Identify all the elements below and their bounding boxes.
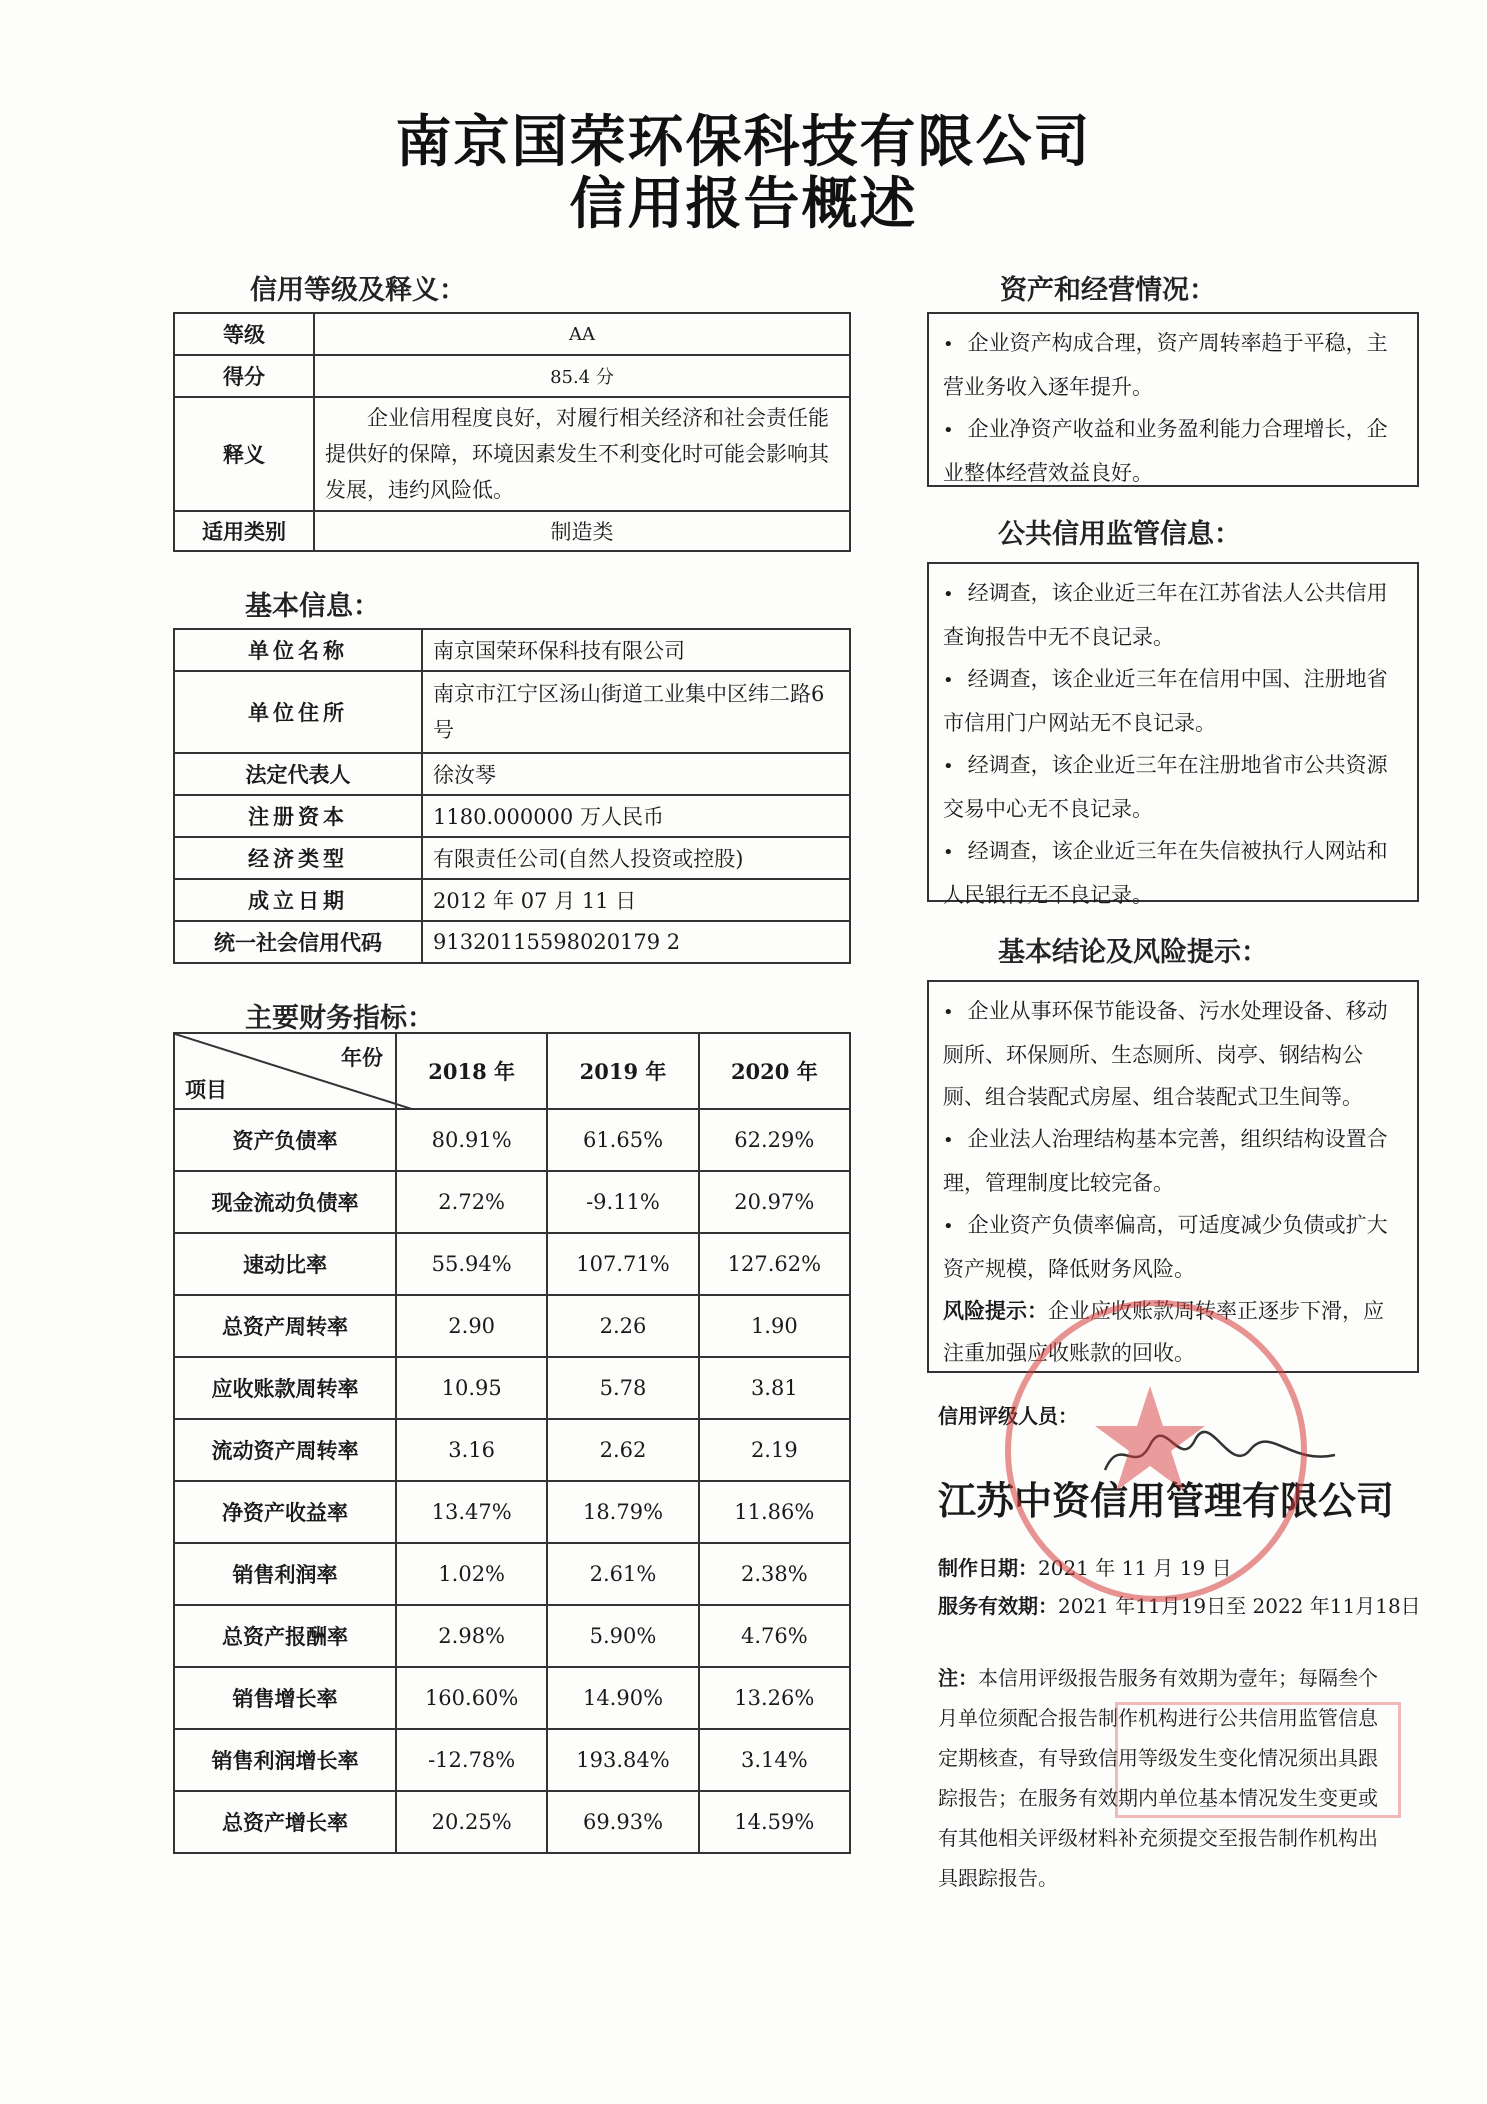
finance-value-2018: 2.90	[396, 1295, 547, 1357]
basic-label-type: 经济类型	[174, 837, 422, 879]
finance-value-2019: -9.11%	[547, 1171, 698, 1233]
finance-value-2020: 3.14%	[699, 1729, 850, 1791]
finance-value-2019: 2.26	[547, 1295, 698, 1357]
finance-row-name: 销售利润增长率	[174, 1729, 396, 1791]
finance-value-2020: 2.38%	[699, 1543, 850, 1605]
note-text: 本信用评级报告服务有效期为壹年；每隔叁个月单位须配合报告制作机构进行公共信用监管信息定期核查，有导致信用等级发生变化情况须出具跟踪报告；在服务有效期内单位基本情况发生变更或有其他相关评级材料补充须提交至报告制作机构出具跟踪报告。	[938, 1666, 1378, 1890]
year-header-2018: 2018 年	[396, 1033, 547, 1109]
finance-row-name: 现金流动负债率	[174, 1171, 396, 1233]
risk-label: 风险提示：	[943, 1298, 1048, 1323]
finance-value-2019: 14.90%	[547, 1667, 698, 1729]
assets-box	[927, 312, 1419, 487]
finance-value-2020: 11.86%	[699, 1481, 850, 1543]
finance-row-name: 应收账款周转率	[174, 1357, 396, 1419]
finance-value-2020: 62.29%	[699, 1109, 850, 1171]
finance-row-name: 总资产增长率	[174, 1791, 396, 1853]
finance-value-2019: 107.71%	[547, 1233, 698, 1295]
basic-value-type: 有限责任公司(自然人投资或控股)	[422, 837, 850, 879]
finance-value-2019: 61.65%	[547, 1109, 698, 1171]
category-label: 适用类别	[174, 511, 314, 551]
seal-star-icon	[1011, 1306, 1289, 1584]
finance-value-2020: 20.97%	[699, 1171, 850, 1233]
finance-value-2018: 160.60%	[396, 1667, 547, 1729]
finance-row-name: 流动资产周转率	[174, 1419, 396, 1481]
desc-label: 释义	[174, 397, 314, 511]
finance-value-2018: 2.98%	[396, 1605, 547, 1667]
public-box	[927, 562, 1419, 907]
report-title-company: 南京国荣环保科技有限公司	[395, 110, 1092, 175]
rating-table	[173, 312, 851, 552]
assets-item: • 企业资产构成合理，资产周转率趋于平稳，主营业务收入逐年提升。	[943, 322, 1403, 408]
finance-row	[174, 1357, 850, 1419]
finance-row	[174, 1791, 850, 1853]
finance-corner-cell	[174, 1033, 396, 1109]
basic-value-code: 91320115598020179 2	[422, 921, 850, 963]
corner-year-label: 年份	[341, 1046, 383, 1070]
finance-value-2018: 10.95	[396, 1357, 547, 1419]
corner-item-label: 项目	[185, 1078, 227, 1102]
basic-label-name: 单位名称	[174, 629, 422, 671]
finance-value-2019: 193.84%	[547, 1729, 698, 1791]
basic-value-capital: 1180.000000 万人民币	[422, 795, 850, 837]
section-finance-title: 主要财务指标：	[245, 1003, 434, 1034]
section-rating-title: 信用等级及释义：	[250, 275, 466, 306]
finance-row-name: 总资产报酬率	[174, 1605, 396, 1667]
date-label: 制作日期：	[938, 1556, 1038, 1580]
finance-row	[174, 1729, 850, 1791]
basic-label-rep: 法定代表人	[174, 753, 422, 795]
finance-row-name: 总资产周转率	[174, 1295, 396, 1357]
basic-label-code: 统一社会信用代码	[174, 921, 422, 963]
finance-value-2018: 13.47%	[396, 1481, 547, 1543]
finance-row-name: 销售利润率	[174, 1543, 396, 1605]
finance-value-2019: 2.62	[547, 1419, 698, 1481]
valid-value: 2021 年11月19日至 2022 年11月18日	[1058, 1594, 1421, 1618]
public-item: • 经调查，该企业近三年在江苏省法人公共信用查询报告中无不良记录。	[943, 572, 1403, 658]
finance-value-2019: 2.61%	[547, 1543, 698, 1605]
finance-value-2020: 13.26%	[699, 1667, 850, 1729]
finance-row	[174, 1481, 850, 1543]
basic-info-table	[173, 628, 851, 964]
finance-row	[174, 1667, 850, 1729]
finance-row	[174, 1109, 850, 1171]
finance-value-2019: 69.93%	[547, 1791, 698, 1853]
finance-value-2020: 127.62%	[699, 1233, 850, 1295]
basic-value-rep: 徐汝琴	[422, 753, 850, 795]
conclusion-item: • 企业资产负债率偏高，可适度减少负债或扩大资产规模，降低财务风险。	[943, 1204, 1403, 1290]
public-item: • 经调查，该企业近三年在信用中国、注册地省市信用门户网站无不良记录。	[943, 658, 1403, 744]
finance-row	[174, 1171, 850, 1233]
risk-text: 企业应收账款周转率正逐步下滑，应注重加强应收账款的回收。	[943, 1299, 1384, 1365]
section-basic-title: 基本信息：	[245, 591, 380, 622]
finance-table	[173, 1032, 851, 1854]
section-assets-title: 资产和经营情况：	[1000, 275, 1216, 306]
basic-value-name: 南京国荣环保科技有限公司	[422, 629, 850, 671]
finance-row	[174, 1419, 850, 1481]
note-label: 注：	[938, 1666, 978, 1690]
year-header-2020: 2020 年	[699, 1033, 850, 1109]
basic-label-founded: 成立日期	[174, 879, 422, 921]
year-header-2019: 2019 年	[547, 1033, 698, 1109]
desc-value: 企业信用程度良好，对履行相关经济和社会责任能提供好的保障，环境因素发生不利变化时可能会影响其发展，违约风险低。	[314, 397, 850, 511]
category-value: 制造类	[314, 511, 850, 551]
report-title-overview: 信用报告概述	[569, 172, 918, 237]
finance-row-name: 速动比率	[174, 1233, 396, 1295]
finance-value-2019: 5.90%	[547, 1605, 698, 1667]
finance-value-2018: 1.02%	[396, 1543, 547, 1605]
finance-value-2018: 80.91%	[396, 1109, 547, 1171]
public-item: • 经调查，该企业近三年在失信被执行人网站和人民银行无不良记录。	[943, 830, 1403, 916]
finance-row	[174, 1543, 850, 1605]
rater-label: 信用评级人员：	[938, 1404, 1078, 1428]
finance-value-2019: 5.78	[547, 1357, 698, 1419]
finance-row	[174, 1605, 850, 1667]
basic-label-capital: 注册资本	[174, 795, 422, 837]
finance-value-2019: 18.79%	[547, 1481, 698, 1543]
finance-rows	[174, 1109, 850, 1853]
finance-value-2018: 2.72%	[396, 1171, 547, 1233]
company-seal	[1005, 1300, 1307, 1602]
grade-value: AA	[314, 313, 850, 355]
finance-row	[174, 1233, 850, 1295]
finance-row-name: 销售增长率	[174, 1667, 396, 1729]
rating-company-name: 江苏中资信用管理有限公司	[938, 1479, 1395, 1523]
basic-value-address: 南京市江宁区汤山街道工业集中区纬二路6号	[422, 671, 850, 753]
finance-row	[174, 1295, 850, 1357]
finance-value-2018: 3.16	[396, 1419, 547, 1481]
finance-value-2018: -12.78%	[396, 1729, 547, 1791]
valid-label: 服务有效期：	[938, 1594, 1058, 1618]
section-conclusion-title: 基本结论及风险提示：	[998, 937, 1268, 968]
grade-label: 等级	[174, 313, 314, 355]
conclusion-item: • 企业法人治理结构基本完善，组织结构设置合理，管理制度比较完备。	[943, 1118, 1403, 1204]
score-label: 得分	[174, 355, 314, 397]
finance-value-2020: 14.59%	[699, 1791, 850, 1853]
validity-stamp	[1115, 1702, 1401, 1818]
basic-value-founded: 2012 年 07 月 11 日	[422, 879, 850, 921]
finance-value-2020: 2.19	[699, 1419, 850, 1481]
conclusion-item: • 企业从事环保节能设备、污水处理设备、移动厕所、环保厕所、生态厕所、岗亭、钢结构公厕、组合装配式房屋、组合装配式卫生间等。	[943, 990, 1403, 1118]
basic-label-address: 单位住所	[174, 671, 422, 753]
assets-item: • 企业净资产收益和业务盈利能力合理增长，企业整体经营效益良好。	[943, 408, 1403, 494]
finance-row-name: 资产负债率	[174, 1109, 396, 1171]
finance-value-2020: 3.81	[699, 1357, 850, 1419]
finance-value-2020: 1.90	[699, 1295, 850, 1357]
finance-value-2018: 20.25%	[396, 1791, 547, 1853]
finance-value-2018: 55.94%	[396, 1233, 547, 1295]
score-value: 85.4 分	[314, 355, 850, 397]
finance-value-2020: 4.76%	[699, 1605, 850, 1667]
section-public-title: 公共信用监管信息：	[998, 519, 1241, 550]
date-value: 2021 年 11 月 19 日	[1038, 1556, 1232, 1580]
public-item: • 经调查，该企业近三年在注册地省市公共资源交易中心无不良记录。	[943, 744, 1403, 830]
finance-row-name: 净资产收益率	[174, 1481, 396, 1543]
